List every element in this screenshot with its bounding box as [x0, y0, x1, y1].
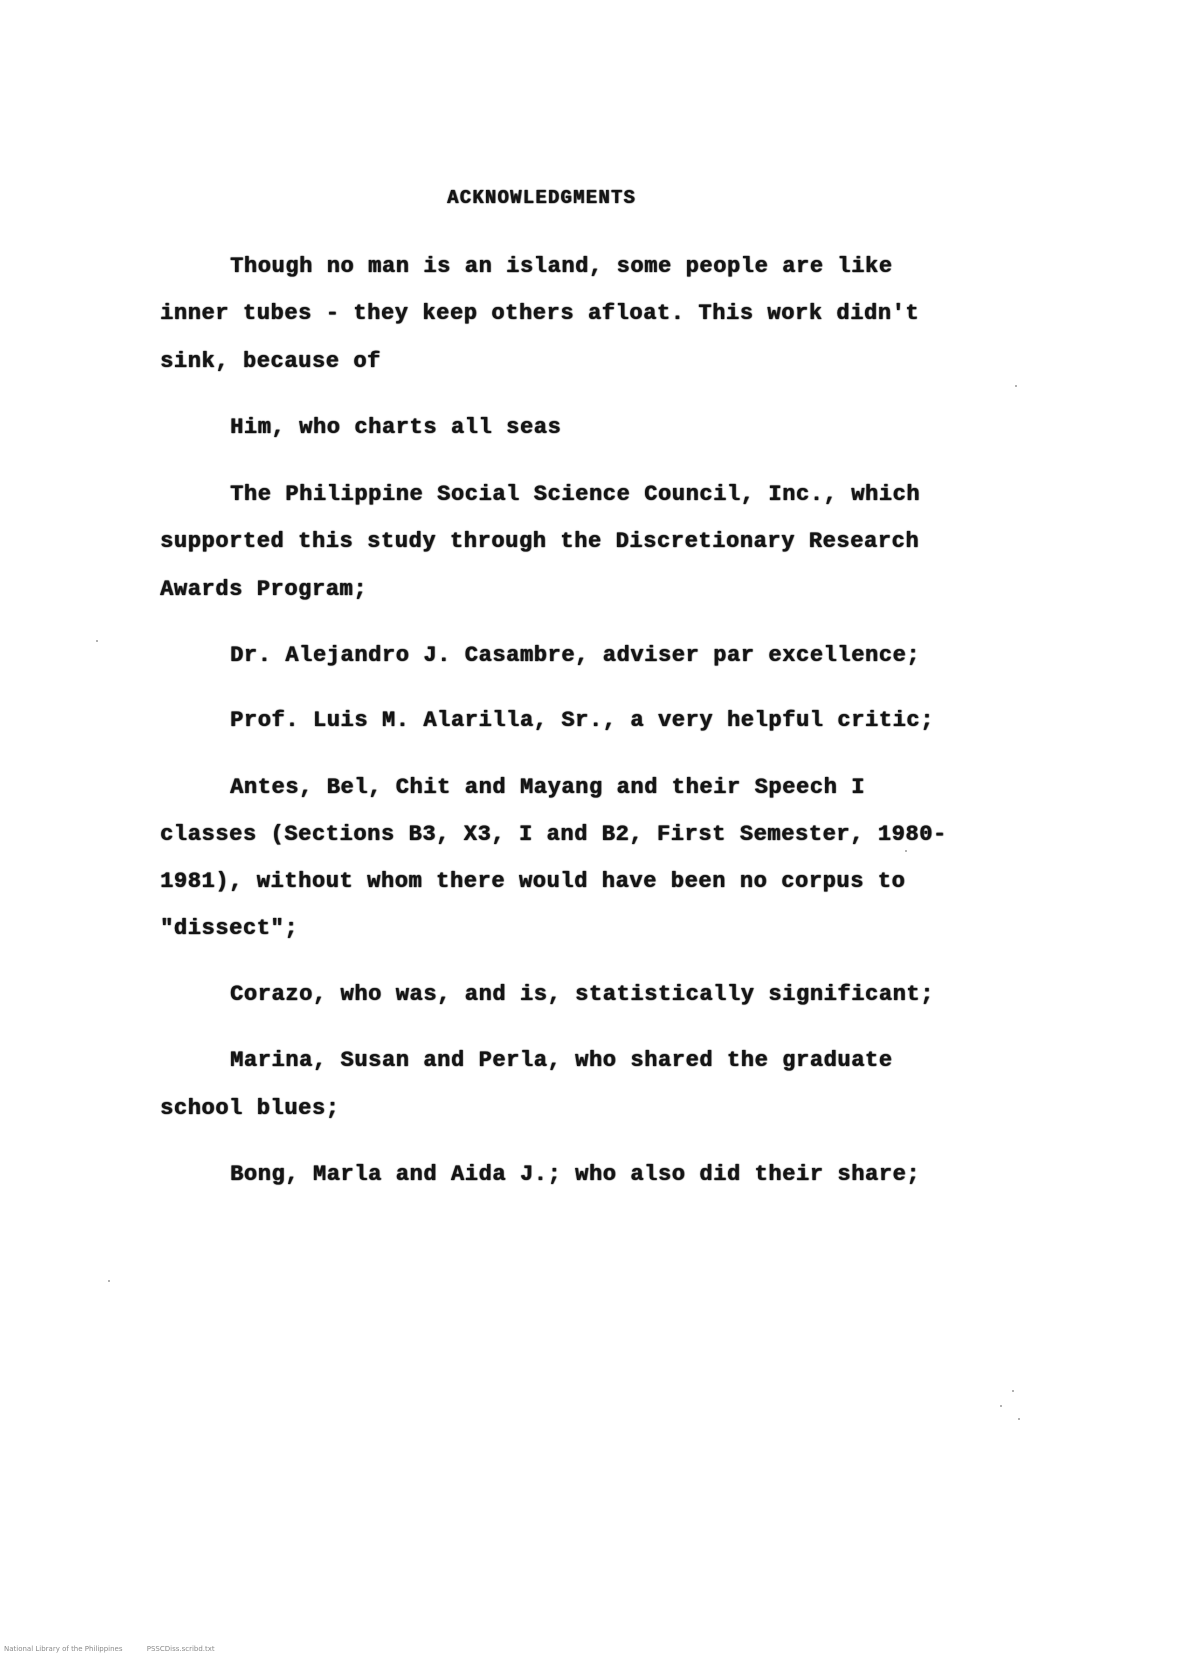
scan-speck	[96, 640, 98, 642]
footer-left-text: National Library of the Philippines	[4, 1645, 123, 1653]
scan-footer	[4, 1645, 237, 1653]
paragraph-line: Prof. Luis M. Alarilla, Sr., a very helpful critic;	[230, 708, 934, 733]
paragraph-line: inner tubes - they keep others afloat. This work didn't	[160, 301, 920, 326]
paragraph-line: sink, because of	[160, 349, 381, 374]
paragraph-line: Awards Program;	[160, 577, 368, 602]
page-title: ACKNOWLEDGMENTS	[447, 187, 637, 209]
paragraph-line: Dr. Alejandro J. Casambre, adviser par excellence;	[230, 643, 921, 668]
scan-speck	[1012, 1390, 1014, 1392]
paragraph-line: The Philippine Social Science Council, Inc., which	[230, 482, 921, 507]
scan-speck	[1000, 1405, 1002, 1407]
paragraph-line: supported this study through the Discretionary Research	[160, 529, 920, 554]
footer-right-text: PSSCDiss.scribd.txt	[146, 1645, 215, 1653]
paragraph-line: Marina, Susan and Perla, who shared the graduate	[230, 1048, 893, 1073]
paragraph-line: school blues;	[160, 1096, 340, 1121]
paragraph-line: Antes, Bel, Chit and Mayang and their Speech I	[230, 775, 865, 800]
paragraph-line: Though no man is an island, some people are like	[230, 254, 893, 279]
paragraph-line: Bong, Marla and Aida J.; who also did their share;	[230, 1162, 921, 1187]
paragraph-line: Corazo, who was, and is, statistically significant;	[230, 982, 934, 1007]
scan-speck	[108, 1280, 110, 1282]
paragraph-line: classes (Sections B3, X3, I and B2, First Semester, 1980-	[160, 822, 947, 847]
scan-speck	[1018, 1418, 1020, 1420]
scan-speck	[905, 850, 907, 852]
paragraph-line: 1981), without whom there would have been no corpus to	[160, 869, 906, 894]
paragraph-line: Him, who charts all seas	[230, 415, 562, 440]
scan-speck	[1015, 385, 1017, 387]
paragraph-line: "dissect";	[160, 916, 299, 941]
